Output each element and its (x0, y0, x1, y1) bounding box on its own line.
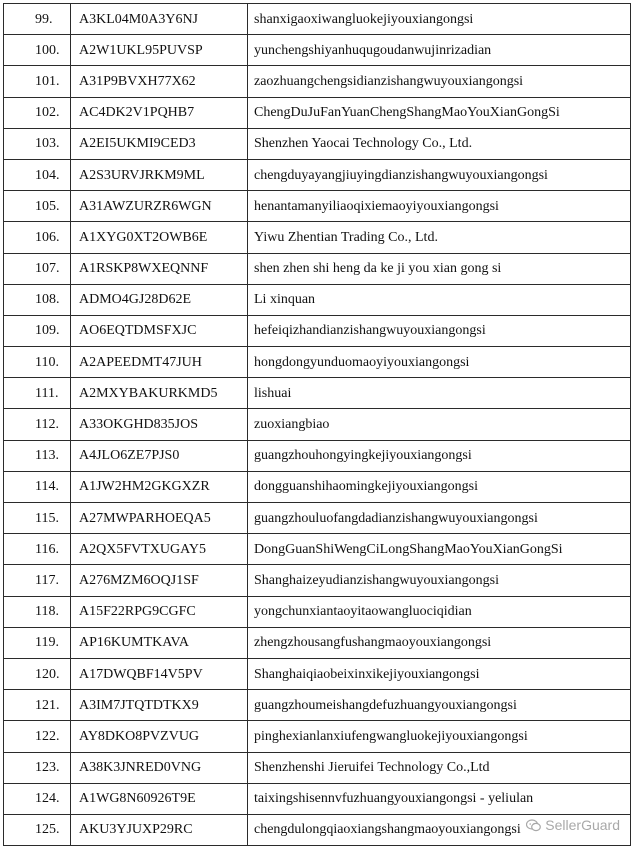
row-number: 118. (4, 596, 71, 627)
table-row (4, 222, 631, 253)
watermark (526, 817, 620, 833)
table-row (4, 440, 631, 471)
seller-name: guangzhouluofangdadianzishangwuyouxiangongsi (248, 503, 631, 534)
seller-id: AY8DKO8PVZVUG (71, 721, 248, 752)
table-row (4, 128, 631, 159)
seller-id: A1XYG0XT2OWB6E (71, 222, 248, 253)
seller-name: chengdulongqiaoxiangshangmaoyouxiangongsi (248, 814, 631, 845)
wechat-bubble-icon (526, 819, 541, 832)
seller-id: A1WG8N60926T9E (71, 783, 248, 814)
seller-id: A4JLO6ZE7PJS0 (71, 440, 248, 471)
row-number: 112. (4, 409, 71, 440)
table-row (4, 721, 631, 752)
row-number: 117. (4, 565, 71, 596)
seller-id: A3KL04M0A3Y6NJ (71, 4, 248, 35)
seller-name: chengduyayangjiuyingdianzishangwuyouxiangongsi (248, 159, 631, 190)
seller-name: Yiwu Zhentian Trading Co., Ltd. (248, 222, 631, 253)
table-row (4, 4, 631, 35)
seller-name: guangzhoumeishangdefuzhuangyouxiangongsi (248, 690, 631, 721)
seller-name: zaozhuangchengsidianzishangwuyouxiangongsi (248, 66, 631, 97)
row-number: 106. (4, 222, 71, 253)
seller-id: A1RSKP8WXEQNNF (71, 253, 248, 284)
seller-id: A17DWQBF14V5PV (71, 658, 248, 689)
seller-name: guangzhouhongyingkejiyouxiangongsi (248, 440, 631, 471)
table-row (4, 191, 631, 222)
table-row (4, 565, 631, 596)
seller-id: A2MXYBAKURKMD5 (71, 378, 248, 409)
row-number: 101. (4, 66, 71, 97)
seller-id: A2EI5UKMI9CED3 (71, 128, 248, 159)
table-row (4, 534, 631, 565)
row-number: 102. (4, 97, 71, 128)
seller-id: A2S3URVJRKM9ML (71, 159, 248, 190)
table-row (4, 35, 631, 66)
seller-name: shen zhen shi heng da ke ji you xian gong si (248, 253, 631, 284)
row-number: 115. (4, 503, 71, 534)
row-number: 111. (4, 378, 71, 409)
row-number: 107. (4, 253, 71, 284)
seller-name: Shenzhenshi Jieruifei Technology Co.,Ltd (248, 752, 631, 783)
seller-name: yunchengshiyanhuqugoudanwujinrizadian (248, 35, 631, 66)
seller-id: A276MZM6OQJ1SF (71, 565, 248, 596)
row-number: 113. (4, 440, 71, 471)
table-row (4, 471, 631, 502)
table-row (4, 503, 631, 534)
table-row (4, 596, 631, 627)
seller-id: A38K3JNRED0VNG (71, 752, 248, 783)
table-row (4, 159, 631, 190)
table-row (4, 315, 631, 346)
seller-id: A2W1UKL95PUVSP (71, 35, 248, 66)
table-row (4, 409, 631, 440)
row-number: 119. (4, 627, 71, 658)
row-number: 121. (4, 690, 71, 721)
row-number: 105. (4, 191, 71, 222)
seller-id: ADMO4GJ28D62E (71, 284, 248, 315)
row-number: 100. (4, 35, 71, 66)
seller-name: pinghexianlanxiufengwangluokejiyouxiangongsi (248, 721, 631, 752)
seller-id: AP16KUMTKAVA (71, 627, 248, 658)
table-row (4, 752, 631, 783)
seller-name: dongguanshihaomingkejiyouxiangongsi (248, 471, 631, 502)
table-row (4, 253, 631, 284)
seller-id: AC4DK2V1PQHB7 (71, 97, 248, 128)
seller-name: Shanghaiqiaobeixinxikejiyouxiangongsi (248, 658, 631, 689)
seller-id: A2QX5FVTXUGAY5 (71, 534, 248, 565)
seller-name: hongdongyunduomaoyiyouxiangongsi (248, 347, 631, 378)
row-number: 103. (4, 128, 71, 159)
table-row (4, 378, 631, 409)
row-number: 124. (4, 783, 71, 814)
seller-id: AKU3YJUXP29RC (71, 814, 248, 845)
row-number: 104. (4, 159, 71, 190)
table-row (4, 347, 631, 378)
seller-name: Shenzhen Yaocai Technology Co., Ltd. (248, 128, 631, 159)
seller-id: A27MWPARHOEQA5 (71, 503, 248, 534)
seller-table-body (4, 4, 631, 846)
row-number: 114. (4, 471, 71, 502)
seller-id: A31P9BVXH77X62 (71, 66, 248, 97)
seller-id: A2APEEDMT47JUH (71, 347, 248, 378)
seller-id: AO6EQTDMSFXJC (71, 315, 248, 346)
seller-name: hefeiqizhandianzishangwuyouxiangongsi (248, 315, 631, 346)
seller-id: A33OKGHD835JOS (71, 409, 248, 440)
seller-name: zhengzhousangfushangmaoyouxiangongsi (248, 627, 631, 658)
table-row (4, 690, 631, 721)
watermark-text: SellerGuard (545, 817, 620, 833)
seller-name: Shanghaizeyudianzishangwuyouxiangongsi (248, 565, 631, 596)
row-number: 120. (4, 658, 71, 689)
seller-table (3, 3, 631, 846)
table-row (4, 658, 631, 689)
table-row (4, 97, 631, 128)
seller-name: ChengDuJuFanYuanChengShangMaoYouXianGongSi (248, 97, 631, 128)
row-number: 99. (4, 4, 71, 35)
row-number: 108. (4, 284, 71, 315)
table-row (4, 627, 631, 658)
seller-id: A31AWZURZR6WGN (71, 191, 248, 222)
seller-id: A3IM7JTQTDTKX9 (71, 690, 248, 721)
seller-name: taixingshisennvfuzhuangyouxiangongsi - yeliulan (248, 783, 631, 814)
row-number: 122. (4, 721, 71, 752)
seller-name: lishuai (248, 378, 631, 409)
seller-name: henantamanyiliaoqixiemaoyiyouxiangongsi (248, 191, 631, 222)
seller-name: shanxigaoxiwangluokejiyouxiangongsi (248, 4, 631, 35)
seller-name: Li xinquan (248, 284, 631, 315)
table-row (4, 284, 631, 315)
table-row (4, 783, 631, 814)
table-row (4, 66, 631, 97)
row-number: 125. (4, 814, 71, 845)
seller-name: DongGuanShiWengCiLongShangMaoYouXianGongSi (248, 534, 631, 565)
row-number: 110. (4, 347, 71, 378)
seller-id: A15F22RPG9CGFC (71, 596, 248, 627)
row-number: 109. (4, 315, 71, 346)
seller-id: A1JW2HM2GKGXZR (71, 471, 248, 502)
seller-name: zuoxiangbiao (248, 409, 631, 440)
seller-name: yongchunxiantaoyitaowangluociqidian (248, 596, 631, 627)
row-number: 116. (4, 534, 71, 565)
row-number: 123. (4, 752, 71, 783)
